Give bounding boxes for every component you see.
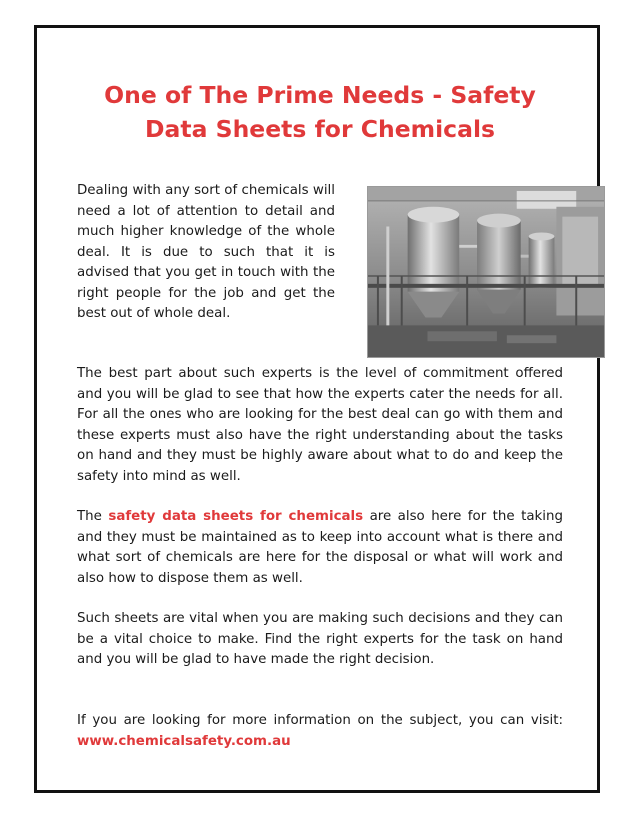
- document-title: One of The Prime Needs - Safety Data Sheets for Chemicals: [104, 81, 536, 143]
- paragraph-4-lead: If you are looking for more information on the subject, you can visit:: [77, 713, 563, 728]
- paragraph-decisions: Such sheets are vital when you are making such decisions and they can be a vital choice to make. Find the right experts for the task on hand and you will be glad to have made the right decision.: [77, 611, 563, 667]
- page-frame: [34, 25, 600, 793]
- paragraph-2-rest: are also here for the taking and they must be maintained as to keep into account what is there and what sort of chemicals are here for the disposal or what will work and also how to dispose them as well.: [77, 509, 563, 586]
- chemical-safety-website-link[interactable]: www.chemicalsafety.com.au: [77, 733, 291, 749]
- paragraph-experts: The best part about such experts is the level of commitment offered and you will be glad to see that how the experts cater the needs for all. For all the ones who are looking for the best deal can go with them and these experts must also have the right understanding about the tasks on hand and they must be highly aware about what to do and keep the safety into mind as well.: [77, 366, 563, 484]
- intro-paragraph: Dealing with any sort of chemicals will need a lot of attention to detail and much higher knowledge of the whole deal. It is due to such that it is advised that you get in touch with the right people for the job and get the best out of whole deal.: [77, 183, 335, 321]
- paragraph-2-lead: The: [77, 509, 109, 524]
- paragraph-safety-data-sheets: [77, 507, 563, 589]
- safety-data-sheets-link[interactable]: safety data sheets for chemicals: [108, 509, 364, 524]
- plant-photo-illustration: [368, 187, 604, 357]
- industrial-plant-photo: [367, 186, 605, 358]
- paragraph-more-info: [77, 711, 563, 752]
